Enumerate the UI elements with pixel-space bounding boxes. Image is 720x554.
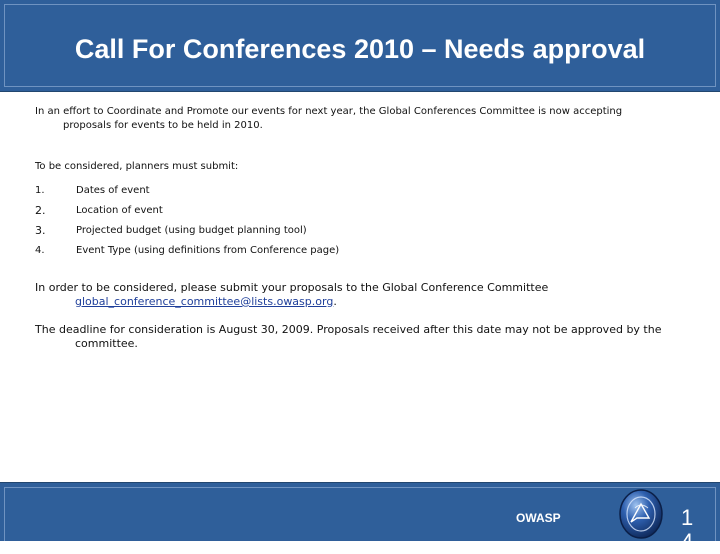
committee-email-link[interactable]: global_conference_committee@lists.owasp.org — [75, 295, 334, 308]
owasp-brand: OWASP — [516, 511, 561, 525]
requirements-heading: To be considered, planners must submit: — [35, 161, 239, 172]
submission-line: In order to be considered, please submit your proposals to the Global Conference Committee — [35, 281, 549, 294]
deadline-line-continued: committee. — [75, 337, 138, 350]
intro-text — [35, 105, 665, 133]
slide-title: Call For Conferences 2010 – Needs approval — [74, 34, 646, 64]
list-number: 2. — [35, 204, 46, 217]
owasp-globe-logo-icon — [618, 488, 664, 540]
intro-line-continued: proposals for events to be held in 2010. — [63, 120, 263, 131]
intro-line: In an effort to Coordinate and Promote our events for next year, the Global Conferences Committee is now accepting — [35, 106, 623, 117]
slide-body — [35, 105, 665, 351]
list-text: Projected budget (using budget planning tool) — [76, 225, 307, 236]
submission-paragraph — [35, 281, 665, 309]
footer-frame — [4, 487, 716, 541]
list-item — [35, 184, 665, 204]
deadline-paragraph — [35, 323, 665, 351]
list-item — [35, 224, 665, 244]
list-number: 3. — [35, 224, 46, 237]
list-item — [35, 204, 665, 224]
list-item — [35, 244, 665, 264]
title-banner — [0, 0, 720, 92]
deadline-line: The deadline for consideration is August 30, 2009. Proposals received after this date may not be approved by the — [35, 323, 662, 336]
page-number: 14 — [681, 505, 694, 554]
list-text: Location of event — [76, 205, 163, 216]
footer-bar — [0, 482, 720, 541]
requirements-list — [35, 184, 665, 264]
submission-period: . — [333, 295, 337, 308]
list-number: 4. — [35, 245, 45, 256]
list-text: Event Type (using definitions from Conference page) — [76, 245, 340, 256]
list-text: Dates of event — [76, 185, 150, 196]
list-number: 1. — [35, 185, 45, 196]
